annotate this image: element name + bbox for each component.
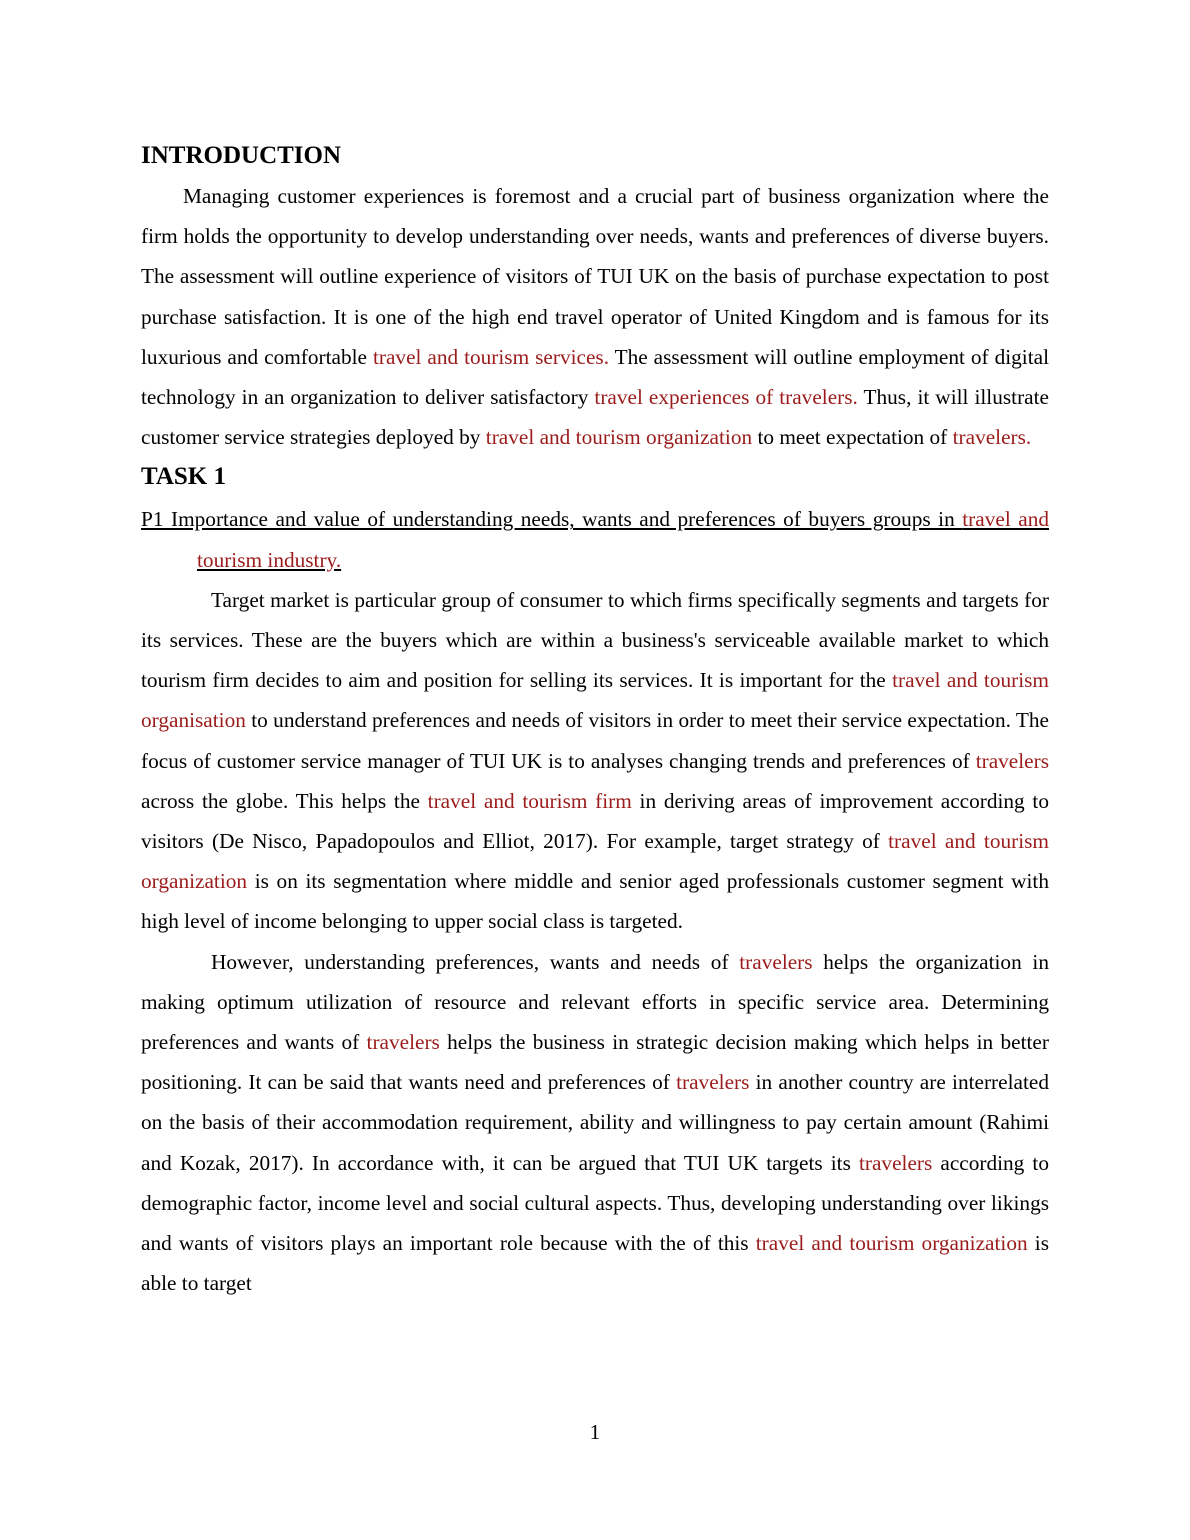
text-run: is able to target bbox=[141, 1231, 1049, 1296]
highlighted-phrase: travelers bbox=[676, 1070, 750, 1095]
text-run: P1 Importance and value of understanding needs, wants and preferences of buyers groups in bbox=[141, 507, 963, 532]
highlighted-phrase: travel and tourism organization bbox=[485, 425, 753, 450]
highlighted-phrase: travelers bbox=[975, 748, 1049, 773]
text-run: Thus, it will illustrate customer service strategies deployed by bbox=[141, 385, 1049, 450]
text-run: across the globe. This helps the bbox=[141, 788, 428, 813]
highlighted-phrase: travel and tourism industry. bbox=[197, 507, 1050, 572]
p1-subheading bbox=[141, 499, 1049, 579]
highlighted-phrase: travelers. bbox=[952, 425, 1032, 450]
introduction-paragraph bbox=[141, 176, 1049, 457]
text-run: to understand preferences and needs of visitors in order to meet their service expectation. The focus of customer service manager of TUI UK is to analyses changing trends and preferences of bbox=[141, 708, 1049, 773]
text-run: in another country are interrelated on the basis of their accommodation requirement, ability and willingness to pay certain amount (Rahimi and Kozak, 2017). In accordance with, it can be argued that TUI UK targets its bbox=[141, 1070, 1049, 1175]
task-1-heading: TASK 1 bbox=[141, 463, 226, 491]
highlighted-phrase: travelers bbox=[739, 949, 813, 974]
text-run: is on its segmentation where middle and senior aged professionals customer segment with high level of income belonging to upper social class is targeted. bbox=[141, 869, 1049, 934]
text-run: The assessment will outline employment of digital technology in an organization to deliver satisfactory bbox=[141, 344, 1049, 410]
text-run: to meet expectation of bbox=[752, 425, 953, 450]
highlighted-phrase: travel and tourism firm bbox=[427, 788, 632, 813]
highlighted-phrase: travel and tourism organization bbox=[141, 829, 1049, 894]
text-run: Target market is particular group of consumer to which firms specifically segments and targets for its services. These are the buyers which are within a business's serviceable available market to which tourism firm decides to aim and position for selling its services. It is important for the bbox=[141, 587, 1049, 693]
text-run: according to demographic factor, income level and social cultural aspects. Thus, developing understanding over likings and wants of visitors plays an important role because with the of this bbox=[141, 1150, 1049, 1256]
highlighted-phrase: travel and tourism organisation bbox=[141, 668, 1049, 733]
highlighted-phrase: travel and tourism services. bbox=[372, 344, 610, 369]
page-number: 1 bbox=[589, 1420, 601, 1444]
text-run: Managing customer experiences is foremost and a crucial part of business organization where the firm holds the opportunity to develop understanding over needs, wants and preferences of diverse buyers. The assessment will outline experience of visitors of TUI UK on the basis of purchase expectation to post purchase satisfaction. It is one of the high end travel operator of United Kingdom and is famous for its luxurious and comfortable bbox=[141, 184, 1049, 369]
highlighted-phrase: travelers bbox=[366, 1030, 440, 1055]
highlighted-phrase: travel and tourism organization bbox=[755, 1231, 1028, 1256]
text-run: helps the business in strategic decision making which helps in better positioning. It can be said that wants need and preferences of bbox=[141, 1030, 1049, 1095]
introduction-heading: INTRODUCTION bbox=[141, 142, 342, 169]
text-run: helps the organization in making optimum utilization of resource and relevant efforts in specific service area. Determining preferences and wants of bbox=[141, 949, 1049, 1055]
highlighted-phrase: travel experiences of travelers. bbox=[594, 385, 858, 410]
text-run: in deriving areas of improvement according to visitors (De Nisco, Papadopoulos and Elliot, 2017). For example, target strategy of bbox=[141, 788, 1049, 854]
highlighted-phrase: travelers bbox=[858, 1150, 933, 1175]
preferences-paragraph bbox=[141, 942, 1049, 1304]
target-market-paragraph bbox=[141, 580, 1049, 942]
page-content bbox=[141, 136, 1049, 1303]
text-run: However, understanding preferences, wants and needs of bbox=[211, 949, 740, 974]
